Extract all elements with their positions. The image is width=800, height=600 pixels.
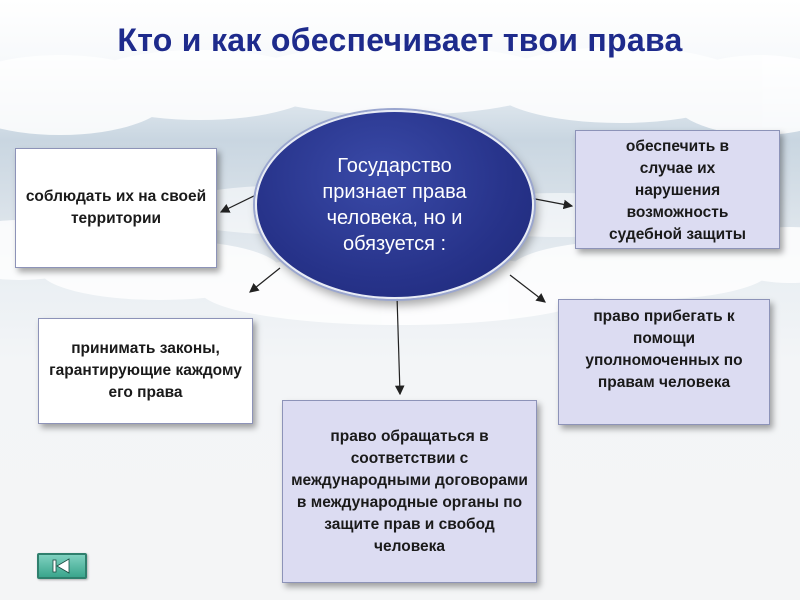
back-to-start-icon xyxy=(39,555,85,577)
center-ellipse-state xyxy=(255,110,534,299)
back-to-start-button[interactable] xyxy=(37,553,87,579)
arrow-to-ombudsman xyxy=(510,275,545,302)
arrow-to-international xyxy=(397,296,400,394)
box-international-bodies xyxy=(282,400,537,583)
box-observe-territory xyxy=(15,148,217,268)
box-adopt-laws xyxy=(38,318,253,424)
box-ombudsman-help-text: право прибегать к помощи уполномоченных по правам человека xyxy=(585,308,743,391)
box-judicial-protection-text: обеспечить в случае их нарушения возможность судебной защиты xyxy=(609,138,746,243)
slide-title: Кто и как обеспечивает твои права xyxy=(117,22,683,58)
box-adopt-laws-text: принимать законы, гарантирующие каждому его права xyxy=(49,340,242,401)
box-international-bodies-text: право обращаться в соответствии с международными договорами в международные органы по защите прав и свобод человека xyxy=(291,427,528,555)
center-ellipse-text: Государство признает права человека, но и обязуется : xyxy=(322,154,467,255)
arrow-to-laws xyxy=(250,268,280,292)
box-judicial-protection xyxy=(575,130,780,249)
arrow-to-court xyxy=(530,198,572,206)
box-ombudsman-help xyxy=(558,299,770,425)
box-observe-territory-text: соблюдать их на своей территории xyxy=(25,188,207,227)
